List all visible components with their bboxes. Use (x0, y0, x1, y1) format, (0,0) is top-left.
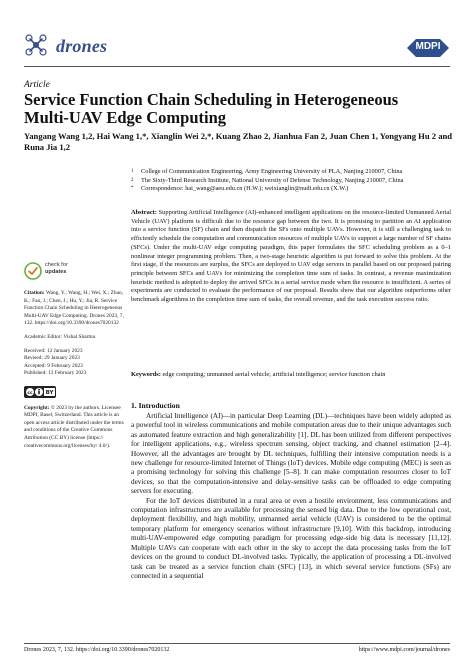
author-list[interactable]: Yangang Wang 1,2, Hai Wang 1,*, Xianglin Wei 2,*, Kuang Zhao 2, Jianhua Fan 2, Juan Chen 1, Yongyang Hu 2 and Runa Jia 1,2 (24, 131, 453, 152)
footer-journal-link[interactable]: https://www.mdpi.com/journal/drones (358, 647, 450, 653)
affiliation-2: 2 The Sixty-Third Research Institute, National University of Defense Technology, Nanjing 210007, China (131, 176, 404, 184)
affiliations (131, 168, 461, 194)
academic-editor: Academic Editor: Vishal Sharma (24, 333, 95, 340)
header-divider (24, 66, 450, 67)
paragraph: For the IoT devices distributed in a rural area or even a hostile environment, less communications and computation infrastructures are available for processing the sensed big data. Due to the low operational cost, deployment flexibility, and high mobility, unmanned aerial vehicle (UAV) is considered to be the optimal temporary platform for emergency scenarios without infrastructure [9,10]. With this backdrop, introducing multi-UAV-empowered edge computing paradigm for processing edge-side big data is necessary [11,12]. Multiple UAVs can cooperate with each other in the sky to accept the data processing tasks from the IoT devices on the ground to conduct DL-involved tasks. Typically, the application of processing a DL-involved task can be treated as a service function chain (SFC) [13], in which several service functions (SFs) are connected in a sequential (131, 496, 451, 580)
abstract (131, 209, 451, 305)
affiliation-1: 1 College of Communication Engineering, Army Engineering University of PLA, Nanjing 210007, China (131, 168, 403, 175)
citation: Citation: Wang, Y.; Wang, H.; Wei, X.; Zhao, K.; Fan, J.; Chen, J.; Hu, Y.; Jia, R. Service Function Chain Scheduling in Heterogeneous Multi-UAV Edge Computing. Drones 2023, 7, 132. https://doi.org/10.3390/drones7020132 (24, 290, 124, 327)
abstract-label: Abstract: (131, 209, 157, 216)
footer-citation[interactable]: Drones 2023, 7, 132. https://doi.org/10.3390/drones7020132 (24, 647, 170, 653)
footer-divider (24, 643, 450, 644)
cc-by-badge[interactable] (24, 386, 56, 398)
accepted-date: Accepted: 9 February 2023 (24, 362, 83, 369)
mdpi-logo-text: MDPI (415, 41, 441, 52)
article-type: Article (24, 80, 50, 90)
published-date: Published: 13 February 2023 (24, 370, 87, 377)
check-for-updates-label[interactable]: check for updates (45, 262, 68, 275)
section-heading-introduction: 1. Introduction (131, 401, 180, 410)
abstract-text: Supporting Artificial Intelligence (AI)-enhanced intelligent applications on the resource-limited Unmanned Aerial Vehicle (UAV) platform is difficult due to the resource gap between the two. It is promising to partition an AI application into a service function (SF) chain and then dispatch the SFs onto multiple UAVs. However, it is still a challenging task to efficiently schedule the computation and communication resources of multiple UAVs to support a large number of SF chains (SFCs). Under the multi-UAV edge computing paradigm, this paper formulates the SFC scheduling problem as a 0–1 nonlinear integer programming problem. Then, a two-stage heuristic algorithm is put forward to solve this problem. At the first stage, if the resources are surplus, the SFCs are deployed to UAV edge servers in parallel based on our proposed pairing principle between SFCs and UAVs for minimizing the completion time sum of tasks. In contrast, a revenue maximization heuristic method is adopted to deploy the arrived SFCs in a serial service mode when the resource is insufficient. A series of experiments are conducted to evaluate the performance of our proposal. Results show that our algorithm outperforms other benchmark algorithms in the completion time sum of tasks, the overall revenue, and the task execution success ratio. (131, 209, 451, 304)
keywords (131, 371, 451, 380)
svg-text:cc: cc (27, 390, 33, 396)
journal-name: drones (56, 36, 108, 56)
sidebar (24, 290, 124, 450)
check-for-updates-icon[interactable] (24, 262, 42, 280)
article-title: Service Function Chain Scheduling in Heterogeneous Multi-UAV Edge Computing (24, 90, 399, 127)
correspondence[interactable]: * Correspondence: hai_wang@aeu.edu.cn (H.W.); weixianglin@nudt.edu.cn (X.W.) (131, 185, 349, 193)
received-date: Received: 12 January 2023 (24, 347, 83, 354)
paragraph: Artificial Intelligence (AI)—in particular Deep Learning (DL)—techniques have been widely adopted as a powerful tool in wireless communications and mobile computation areas due to their unique advantages such as automated feature extraction and high generalizability [1]. DL has been utilized from different perspectives for intelligent applications, e.g., wireless spectrum sensing, object tracking, and channel estimation [2–4]. However, all the advantages are brought by DL techniques, fulfilling their intensive computation needs is a new challenge for resource-limited Internet of Things (IoT) devices. Mobile edge computing (MEC) is seen as a promising technology for solving this challenge [5–8]. It can make computation resources closer to IoT devices, so that the computation-intensive and delay-sensitive tasks can be offloaded to edge computing servers for executing. (131, 412, 451, 496)
copyright: Copyright: © 2023 by the authors. Licensee MDPI, Basel, Switzerland. This article is an open access article distributed under the terms and conditions of the Creative Commons Attribution (CC BY) license (https:// creativecommons.org/licenses/by/ 4.0/). (24, 404, 124, 449)
keywords-label: Keywords: (131, 371, 161, 378)
svg-text:BY: BY (45, 390, 54, 397)
revised-date: Revised: 29 January 2023 (24, 355, 80, 362)
introduction-body (131, 412, 451, 581)
drone-logo-icon (24, 33, 48, 57)
keywords-text: edge computing; unmanned aerial vehicle; artificial intelligence; service function chain (162, 371, 386, 378)
